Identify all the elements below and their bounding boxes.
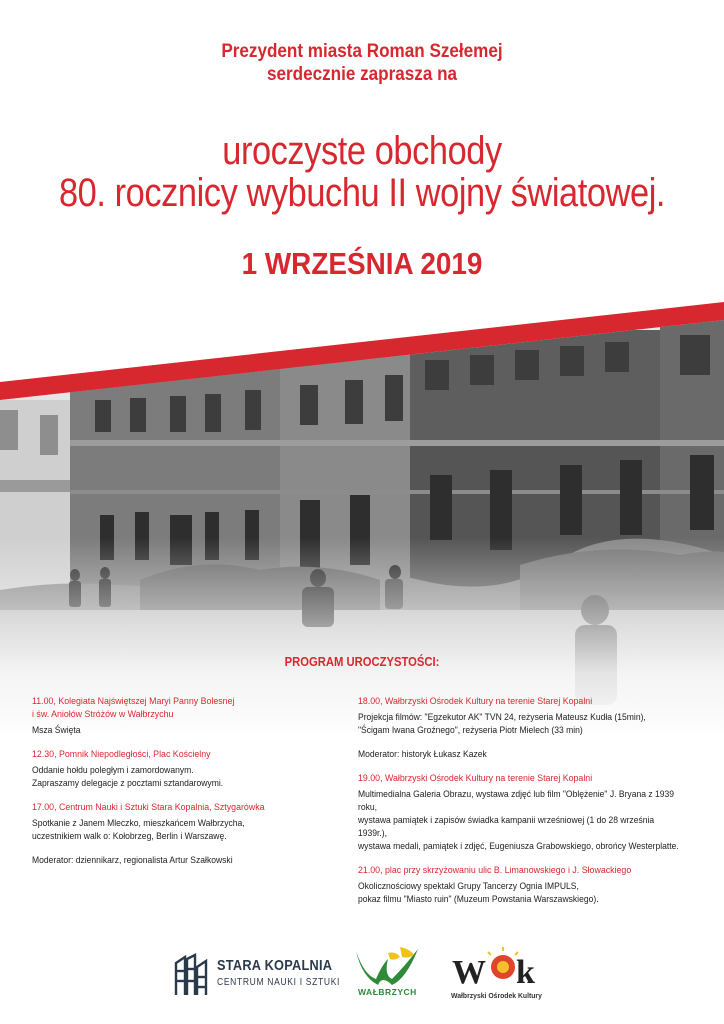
historical-photo [0, 290, 724, 740]
wok-letter-k: k [516, 954, 535, 989]
wok-logo [448, 945, 558, 1005]
title-line-2: 80. rocznicy wybuchu II wojny światowej. [58, 171, 666, 215]
invite-line-2: serdecznie zaprasza na [266, 64, 458, 85]
program-right-column [358, 695, 708, 917]
event-moderator: Moderator: historyk Łukasz Kazek [358, 749, 487, 759]
invite-line-1: Prezydent miasta Roman Szełemej [221, 41, 503, 62]
event-description: Msza Święta [32, 725, 81, 735]
walbrzych-emblem-icon [352, 945, 422, 987]
sponsor-logos [0, 945, 724, 1015]
program-event [32, 748, 352, 790]
program-event [32, 695, 352, 737]
program-event [358, 864, 708, 906]
invitation-text [36, 40, 688, 86]
event-description: Oddanie hołdu poległym i zamordowanym. Zapraszamy delegacje z pocztami sztandarowymi. [32, 765, 224, 788]
mine-tower-icon [173, 953, 209, 997]
wok-caption: Wałbrzyski Ośrodek Kultury [451, 991, 542, 1000]
event-heading: 12.30, Pomnik Niepodległości, Plac Kościelny [32, 749, 211, 760]
walbrzych-logo [350, 945, 430, 1005]
event-heading: 19.00, Wałbrzyski Ośrodek Kultury na terenie Starej Kopalni [358, 773, 593, 784]
event-heading: 21.00, plac przy skrzyżowaniu ulic B. Limanowskiego i J. Słowackiego [358, 865, 632, 876]
event-description: Multimedialna Galeria Obrazu, wystawa zdjęć lub film "Oblężenie" J. Bryana z 1939 roku, wystawa pamiątek i zapisów świadka kampanii wrześniowej (1 do 28 września 1939r.), wystawa medali, pamiątek i zdjęć, Eugeniusza Grabowskiego, obrońcy Westerplatte. [358, 789, 679, 851]
poster-title [51, 130, 674, 214]
event-description: Spotkanie z Janem Mleczko, mieszkańcem Wałbrzycha, uczestnikiem walk o: Kołobrzeg, Berlin i Warszawę. [32, 818, 245, 841]
stara-kopalnia-subtitle: CENTRUM NAUKI I SZTUKI [217, 977, 341, 988]
event-date: 1 WRZEŚNIA 2019 [241, 246, 483, 281]
event-description: Projekcja filmów: "Egzekutor AK" TVN 24, reżyseria Mateusz Kudła (15min), "Ścigam Iwana Groźnego", reżyseria Piotr Mielech (33 min) [358, 712, 646, 735]
program-left-column [32, 695, 352, 878]
walbrzych-label: WAŁBRZYCH [358, 987, 417, 997]
wok-letter-w: W [452, 954, 486, 989]
event-heading: 17.00, Centrum Nauki i Sztuki Stara Kopalnia, Sztygarówka [32, 802, 265, 813]
program-event [358, 772, 708, 853]
program-event [358, 695, 708, 737]
title-line-1: uroczyste obchody [222, 129, 502, 173]
stara-kopalnia-logo [173, 953, 341, 997]
wok-mark-icon [448, 945, 548, 989]
event-moderator: Moderator: dziennikarz, regionalista Artur Szałkowski [32, 855, 233, 865]
stara-kopalnia-title: STARA KOPALNIA [217, 957, 333, 974]
event-description: Okolicznościowy spektakl Grupy Tancerzy Ognia IMPULS, pokaz filmu "Miasto ruin" (Muzeum Powstania Warszawskiego). [358, 881, 599, 904]
program-event [32, 801, 352, 843]
event-heading: 11.00, Kolegiata Najświętszej Maryi Panny Bolesnej i św. Aniołów Stróżów w Wałbrzychu [32, 696, 235, 720]
event-heading: 18.00, Wałbrzyski Ośrodek Kultury na terenie Starej Kopalni [358, 696, 593, 707]
program-heading: PROGRAM UROCZYSTOŚCI: [284, 655, 440, 669]
